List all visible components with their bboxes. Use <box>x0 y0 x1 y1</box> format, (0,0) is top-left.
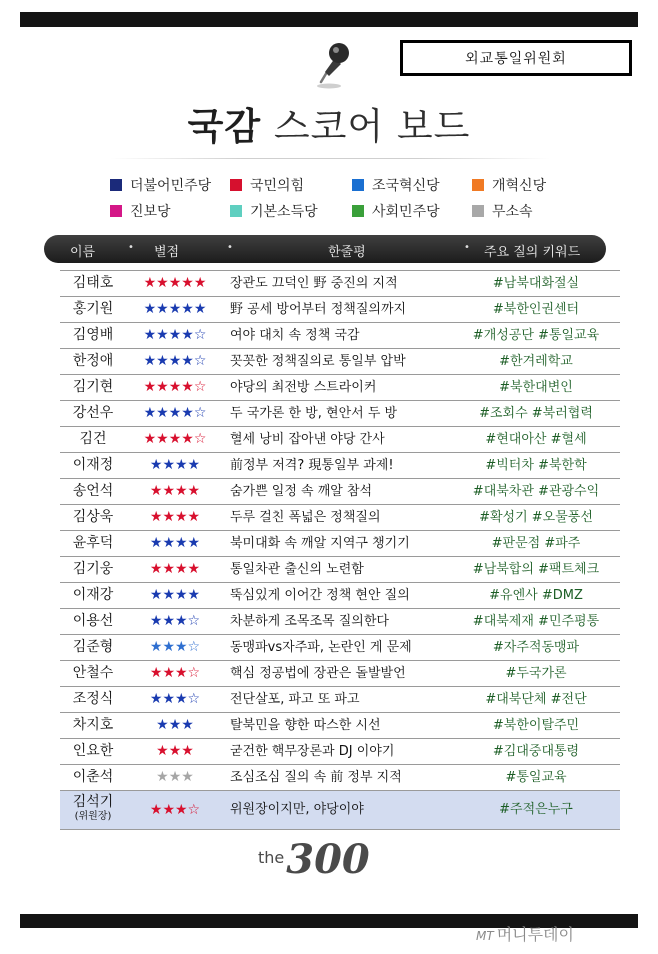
table-row <box>60 713 620 739</box>
one-line-review: 혈세 낭비 잡아낸 야당 간사 <box>230 432 385 447</box>
legend-item <box>230 201 352 221</box>
member-name-text: 홍기원 <box>72 301 114 317</box>
header-rating: 별점 <box>154 245 180 260</box>
one-line-review: 통일차관 출신의 노련함 <box>230 562 364 577</box>
star-rating: ★★★☆ <box>149 665 201 681</box>
legend-label: 더불어민주당 <box>130 178 212 194</box>
one-line-review: 前정부 저격? 現통일부 과제! <box>230 458 394 473</box>
star-rating: ★★★ <box>156 769 194 785</box>
member-name-text: 김영배 <box>72 327 114 343</box>
one-line-review: 장관도 끄덕인 野 중진의 지적 <box>230 276 398 291</box>
legend-label: 무소속 <box>492 204 533 220</box>
member-name-text: 송언석 <box>72 483 114 499</box>
member-name <box>60 765 126 790</box>
one-line-review: 차분하게 조목조목 질의한다 <box>230 614 389 629</box>
star-rating: ★★★☆ <box>149 639 201 655</box>
legend-item <box>472 201 572 221</box>
page-title <box>0 96 658 150</box>
star-rating: ★★★★☆ <box>143 353 207 369</box>
star-rating: ★★★★ <box>149 509 201 525</box>
one-line-review: 두 국가론 한 방, 현안서 두 방 <box>230 406 398 421</box>
question-keywords: #조회수 #북러협력 <box>479 406 593 421</box>
table-row <box>60 687 620 713</box>
member-name-text: 김석기 <box>72 794 114 810</box>
member-name-text: 윤후덕 <box>72 535 114 551</box>
legend-swatch <box>230 205 242 217</box>
one-line-review: 여야 대치 속 정책 국감 <box>230 328 360 343</box>
question-keywords: #판문점 #파주 <box>491 536 581 551</box>
logo-number: 300 <box>286 836 370 883</box>
question-keywords: #대북제재 #민주평통 <box>472 614 600 629</box>
member-role: (위원장) <box>74 811 112 822</box>
legend-item <box>472 175 572 195</box>
member-name <box>60 531 126 556</box>
committee-box <box>400 40 632 76</box>
member-name-text: 김건 <box>79 431 107 447</box>
one-line-review: 탈북민을 향한 따스한 시선 <box>230 718 381 733</box>
header-dot: • <box>128 242 134 253</box>
table-row <box>60 635 620 661</box>
table-row <box>60 661 620 687</box>
question-keywords: #두국가론 <box>505 666 567 681</box>
member-name <box>60 557 126 582</box>
title-bold: 국감 <box>187 105 262 148</box>
score-table <box>60 270 620 830</box>
member-name-text: 김기현 <box>72 379 114 395</box>
header-keywords: 주요 질의 키워드 <box>484 245 581 260</box>
legend-item <box>352 175 472 195</box>
question-keywords: #북한이탈주민 <box>492 718 580 733</box>
party-legend <box>110 172 590 224</box>
table-row <box>60 270 620 297</box>
member-name <box>60 687 126 712</box>
member-name-text: 조정식 <box>72 691 114 707</box>
member-name <box>60 713 126 738</box>
question-keywords: #한겨레학교 <box>499 354 573 369</box>
question-keywords: #통일교육 <box>505 770 567 785</box>
question-keywords: #대북단체 #전단 <box>485 692 587 707</box>
question-keywords: #북한대변인 <box>499 380 573 395</box>
member-name-text: 이춘석 <box>72 769 114 785</box>
header-dot: • <box>464 242 470 253</box>
question-keywords: #대북차관 #관광수익 <box>472 484 600 499</box>
member-name <box>60 583 126 608</box>
table-row <box>60 505 620 531</box>
one-line-review: 숨가쁜 일정 속 깨알 참석 <box>230 484 373 499</box>
question-keywords: #유엔사 #DMZ <box>489 588 583 603</box>
table-row <box>60 765 620 791</box>
legend-label: 기본소득당 <box>250 204 318 220</box>
member-name-text: 인요한 <box>72 743 114 759</box>
legend-swatch <box>110 205 122 217</box>
table-row <box>60 453 620 479</box>
question-keywords: #김대중대통령 <box>492 744 580 759</box>
member-name <box>60 271 126 296</box>
member-name-text: 김태호 <box>72 275 114 291</box>
question-keywords: #남북합의 #팩트체크 <box>472 562 600 577</box>
table-row <box>60 375 620 401</box>
star-rating: ★★★★☆ <box>143 379 207 395</box>
one-line-review: 북미대화 속 깨알 지역구 챙기기 <box>230 536 410 551</box>
member-name <box>60 401 126 426</box>
member-name <box>60 479 126 504</box>
legend-item <box>110 201 230 221</box>
star-rating: ★★★★★ <box>143 275 207 291</box>
member-name-text: 차지호 <box>72 717 114 733</box>
table-row <box>60 479 620 505</box>
member-name <box>60 427 126 452</box>
one-line-review: 꼿꼿한 정책질의로 통일부 압박 <box>230 354 406 369</box>
star-rating: ★★★★ <box>149 457 201 473</box>
member-name <box>60 739 126 764</box>
star-rating: ★★★★☆ <box>143 431 207 447</box>
legend-item <box>230 175 352 195</box>
member-name <box>60 323 126 348</box>
star-rating: ★★★★ <box>149 483 201 499</box>
table-row <box>60 557 620 583</box>
member-name-text: 강선우 <box>72 405 114 421</box>
table-row <box>60 323 620 349</box>
question-keywords: #북한인권센터 <box>492 302 580 317</box>
member-name-text: 김준형 <box>72 639 114 655</box>
question-keywords: #확성기 #오물풍선 <box>479 510 593 525</box>
star-rating: ★★★★★ <box>143 301 207 317</box>
member-name <box>60 635 126 660</box>
star-rating: ★★★☆ <box>149 802 201 818</box>
committee-label: 외교통일위원회 <box>465 51 567 67</box>
mt-name: 머니투데이 <box>496 925 574 944</box>
member-name-text: 안철수 <box>72 665 114 681</box>
member-name-text: 김기웅 <box>72 561 114 577</box>
legend-row <box>110 198 590 224</box>
legend-label: 조국혁신당 <box>372 178 440 194</box>
star-rating: ★★★★ <box>149 535 201 551</box>
question-keywords: #자주적동맹파 <box>492 640 580 655</box>
star-rating: ★★★★ <box>149 587 201 603</box>
one-line-review: 野 공세 방어부터 정책질의까지 <box>230 302 407 317</box>
member-name <box>60 794 126 826</box>
member-name <box>60 661 126 686</box>
member-name <box>60 609 126 634</box>
member-name <box>60 505 126 530</box>
table-row <box>60 583 620 609</box>
legend-swatch <box>352 205 364 217</box>
header-dot: • <box>227 242 233 253</box>
member-name-text: 이재정 <box>72 457 114 473</box>
question-keywords: #남북대화절실 <box>492 276 580 291</box>
the300-logo <box>258 836 370 883</box>
star-rating: ★★★☆ <box>149 613 201 629</box>
legend-row <box>110 172 590 198</box>
star-rating: ★★★ <box>156 717 194 733</box>
question-keywords: #주적은누구 <box>499 802 573 817</box>
mt-mark: MT <box>476 929 494 943</box>
pushpin-icon <box>303 38 355 90</box>
title-rest: 스코어 보드 <box>273 105 471 148</box>
top-bar <box>20 12 638 27</box>
legend-label: 사회민주당 <box>372 204 440 220</box>
member-name <box>60 375 126 400</box>
header-comment: 한줄평 <box>328 245 366 260</box>
table-row <box>60 349 620 375</box>
legend-swatch <box>110 179 122 191</box>
question-keywords: #개성공단 #통일교육 <box>472 328 600 343</box>
member-name <box>60 349 126 374</box>
one-line-review: 야당의 최전방 스트라이커 <box>230 380 377 395</box>
question-keywords: #빅터차 #북한학 <box>485 458 587 473</box>
member-name-text: 이재강 <box>72 587 114 603</box>
member-name-text: 이용선 <box>72 613 114 629</box>
member-name-text: 김상욱 <box>72 509 114 525</box>
chair-row <box>60 791 620 830</box>
star-rating: ★★★★☆ <box>143 327 207 343</box>
star-rating: ★★★★☆ <box>143 405 207 421</box>
one-line-review: 조심조심 질의 속 前 정부 지적 <box>230 770 402 785</box>
legend-label: 진보당 <box>130 204 171 220</box>
member-name <box>60 453 126 478</box>
one-line-review: 뚝심있게 이어간 정책 현안 질의 <box>230 588 410 603</box>
legend-swatch <box>472 179 484 191</box>
legend-swatch <box>352 179 364 191</box>
header-name: 이름 <box>70 245 96 260</box>
table-row <box>60 609 620 635</box>
table-row <box>60 531 620 557</box>
moneytoday-logo <box>476 922 574 945</box>
star-rating: ★★★★ <box>149 561 201 577</box>
logo-the: the <box>258 848 285 867</box>
legend-item <box>352 201 472 221</box>
member-name <box>60 297 126 322</box>
one-line-review: 두루 걸친 폭넓은 정책질의 <box>230 510 381 525</box>
legend-label: 국민의힘 <box>250 178 305 194</box>
one-line-review: 위원장이지만, 야당이야 <box>230 802 364 817</box>
star-rating: ★★★☆ <box>149 691 201 707</box>
legend-item <box>110 175 230 195</box>
title-divider <box>110 158 550 159</box>
star-rating: ★★★ <box>156 743 194 759</box>
legend-swatch <box>230 179 242 191</box>
one-line-review: 동맹파vs자주파, 논란인 게 문제 <box>230 640 412 655</box>
table-row <box>60 427 620 453</box>
legend-swatch <box>472 205 484 217</box>
one-line-review: 전단살포, 파고 또 파고 <box>230 692 360 707</box>
question-keywords: #현대아산 #혈세 <box>485 432 587 447</box>
table-header <box>44 235 606 263</box>
table-row <box>60 401 620 427</box>
table-row <box>60 297 620 323</box>
legend-label: 개혁신당 <box>492 178 547 194</box>
one-line-review: 핵심 정공법에 장관은 돌발발언 <box>230 666 406 681</box>
one-line-review: 굳건한 핵무장론과 DJ 이야기 <box>230 744 395 759</box>
table-row <box>60 739 620 765</box>
member-name-text: 한정애 <box>72 353 114 369</box>
